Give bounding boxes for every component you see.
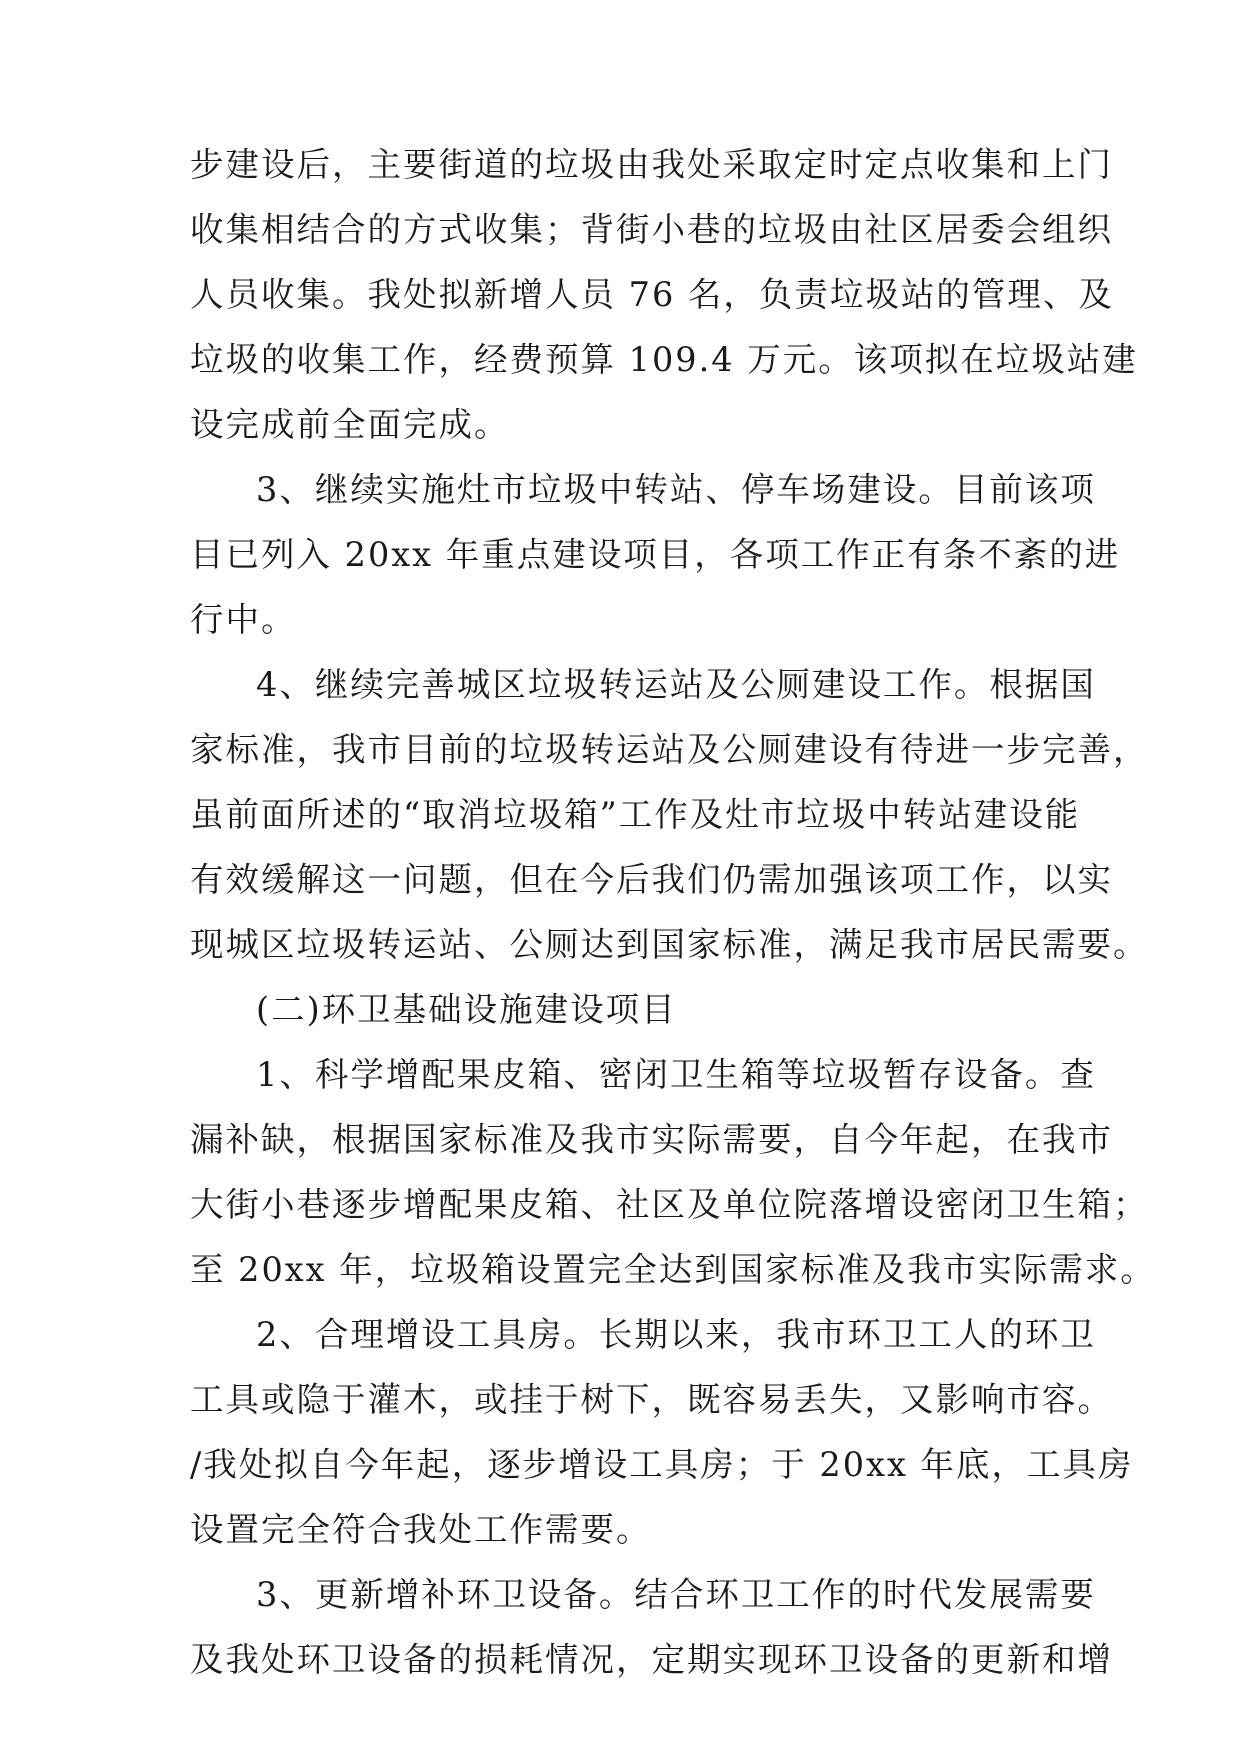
paragraph-start-line: 1、科学增配果皮箱、密闭卫生箱等垃圾暂存设备。查 — [256, 1055, 1096, 1094]
text-line: 漏补缺，根据国家标准及我市实际需要，自今年起，在我市 — [190, 1120, 1113, 1159]
text-line: 有效缓解这一问题，但在今后我们仍需加强该项工作，以实 — [190, 860, 1113, 899]
text-line: 虽前面所述的“取消垃圾箱”工作及灶市垃圾中转站建设能 — [190, 795, 1081, 834]
text-line: 至 20xx 年，垃圾箱设置完全达到国家标准及我市实际需求。 — [190, 1250, 1156, 1289]
paragraph-start-line: 4、继续完善城区垃圾转运站及公厕建设工作。根据国 — [256, 665, 1096, 704]
text-line: 行中。 — [190, 600, 297, 639]
text-line: 设完成前全面完成。 — [190, 405, 510, 444]
text-line: 现城区垃圾转运站、公厕达到国家标准，满足我市居民需要。 — [190, 925, 1149, 964]
paragraph-start-line: 2、合理增设工具房。长期以来，我市环卫工人的环卫 — [256, 1315, 1096, 1354]
paragraph-start-line: 3、更新增补环卫设备。结合环卫工作的时代发展需要 — [256, 1575, 1096, 1614]
text-line: /我处拟自今年起，逐步增设工具房；于 20xx 年底，工具房 — [190, 1445, 1134, 1484]
text-line: 及我处环卫设备的损耗情况，定期实现环卫设备的更新和增 — [190, 1640, 1113, 1679]
text-line: 目已列入 20xx 年重点建设项目，各项工作正有条不紊的进 — [190, 535, 1121, 574]
text-line: 步建设后，主要街道的垃圾由我处采取定时定点收集和上门 — [190, 145, 1113, 184]
document-body — [190, 132, 1156, 1692]
text-line: 设置完全符合我处工作需要。 — [190, 1510, 652, 1549]
text-line: 人员收集。我处拟新增人员 76 名，负责垃圾站的管理、及 — [190, 275, 1114, 314]
text-line: 家标准，我市目前的垃圾转运站及公厕建设有待进一步完善， — [190, 730, 1149, 769]
text-line: 工具或隐于灌木，或挂于树下，既容易丢失，又影响市容。 — [190, 1380, 1113, 1419]
text-line: 大街小巷逐步增配果皮箱、社区及单位院落增设密闭卫生箱； — [190, 1185, 1149, 1224]
section-heading: (二)环卫基础设施建设项目 — [256, 990, 677, 1029]
text-line: 收集相结合的方式收集；背街小巷的垃圾由社区居委会组织 — [190, 210, 1113, 249]
paragraph-start-line: 3、继续实施灶市垃圾中转站、停车场建设。目前该项 — [256, 470, 1096, 509]
text-line: 垃圾的收集工作，经费预算 109.4 万元。该项拟在垃圾站建 — [190, 340, 1138, 379]
